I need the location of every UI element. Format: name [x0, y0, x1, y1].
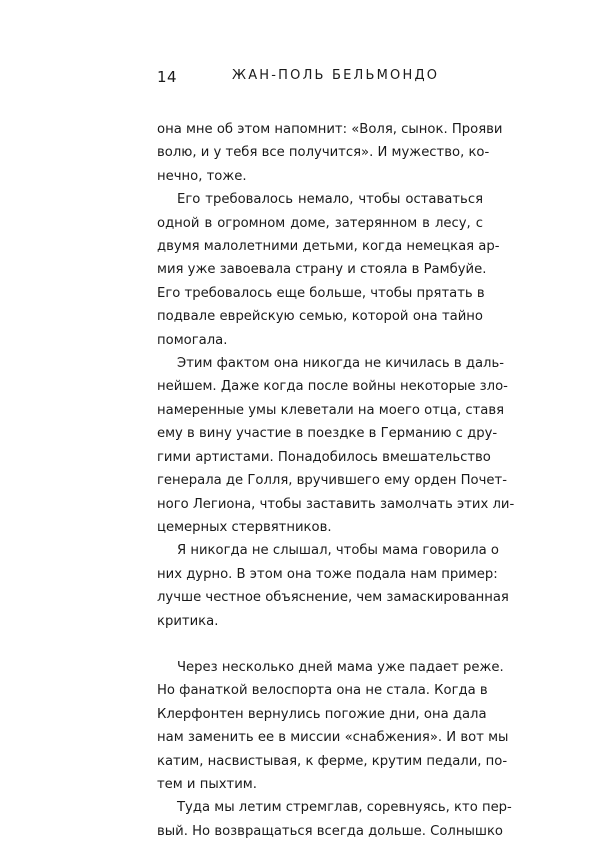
text-line: нейшем. Даже когда после войны некоторые зло- [157, 379, 508, 395]
text-line: двумя малолетними детьми, когда немецкая ар- [157, 239, 500, 255]
paragraph [157, 118, 503, 188]
text-line: Туда мы летим стремглав, соревнуясь, кто пер- [177, 800, 512, 816]
text-line: мия уже завоевала страну и стояла в Рамбуйе. [157, 262, 487, 278]
text-line: цемерных стервятников. [157, 519, 332, 535]
text-line: намеренные умы клеветали на моего отца, ставя [157, 402, 505, 418]
text-line: помогала. [157, 332, 228, 348]
text-line: подвале еврейскую семью, которой она тайно [157, 309, 483, 325]
text-line: генерала де Голля, вручившего ему орден Почет- [157, 473, 507, 489]
text-line: одной в огромном доме, затерянном в лесу, с [157, 215, 483, 231]
text-line: волю, и у тебя все получится». И мужество, ко- [157, 145, 490, 161]
text-line: Через несколько дней мама уже падает реже. [177, 659, 504, 675]
paragraph [157, 539, 509, 633]
text-line: ему в вину участие в поездке в Германию с дру- [157, 426, 498, 442]
text-line: критика. [157, 613, 219, 629]
text-line: ного Легиона, чтобы заставить замолчать этих ли- [157, 496, 515, 512]
running-head-author: ЖАН-ПОЛЬ БЕЛЬМОНДО [232, 68, 440, 83]
section-break [157, 633, 483, 656]
text-line: она мне об этом напомнит: «Воля, сынок. Прояви [157, 122, 503, 137]
text-line: Я никогда не слышал, чтобы мама говорила о [177, 543, 499, 559]
text-line: Его требовалось еще больше, чтобы прятать в [157, 285, 485, 301]
text-line: Его требовалось немало, чтобы оставаться [177, 192, 483, 208]
text-line: гими артистами. Понадобилось вмешательство [157, 449, 491, 465]
text-line: Клерфонтен вернулись погожие дни, она дала [157, 706, 487, 722]
body-text [157, 118, 515, 843]
text-line: тем и пыхтим. [157, 776, 257, 792]
text-line: вый. Но возвращаться всегда дольше. Солнышко [157, 823, 503, 839]
paragraph [157, 188, 500, 352]
paragraph [157, 796, 512, 843]
paragraph [157, 656, 509, 796]
text-line: катим, насвистывая, к ферме, крутим педали, по- [157, 753, 508, 769]
text-line: Этим фактом она никогда не кичилась в даль- [177, 356, 504, 372]
text-line: Но фанаткой велоспорта она не стала. Когда в [157, 683, 488, 699]
paragraph [157, 352, 515, 539]
page-number: 14 [157, 68, 178, 86]
text-line: нам заменить ее в миссии «снабжения». И вот мы [157, 730, 509, 746]
text-line: нечно, тоже. [157, 168, 247, 184]
text-line: лучше честное объяснение, чем замаскированная [157, 590, 509, 606]
text-line: них дурно. В этом она тоже подала нам пример: [157, 566, 498, 582]
